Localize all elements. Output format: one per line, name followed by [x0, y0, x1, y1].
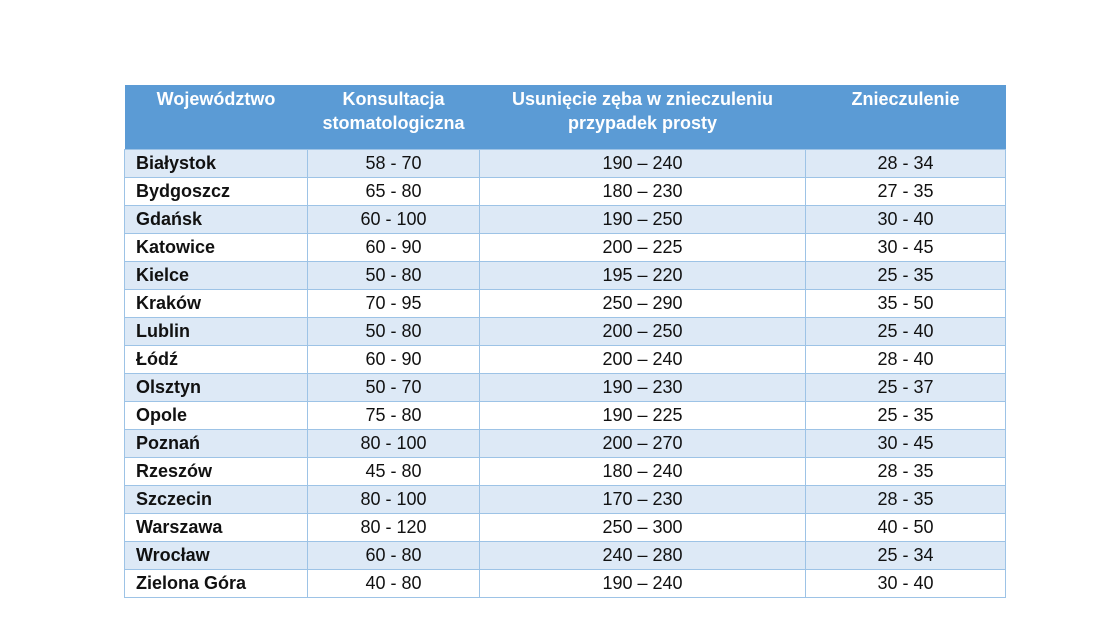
- anesthesia-cell: 28 - 40: [806, 346, 1006, 374]
- region-cell: Łódź: [125, 346, 308, 374]
- region-cell: Zielona Góra: [125, 570, 308, 598]
- extraction-cell: 190 – 230: [480, 374, 806, 402]
- consultation-cell: 50 - 70: [308, 374, 480, 402]
- anesthesia-cell: 30 - 45: [806, 430, 1006, 458]
- region-cell: Białystok: [125, 150, 308, 178]
- consultation-cell: 65 - 80: [308, 178, 480, 206]
- extraction-cell: 180 – 230: [480, 178, 806, 206]
- consultation-cell: 80 - 100: [308, 486, 480, 514]
- region-cell: Gdańsk: [125, 206, 308, 234]
- anesthesia-cell: 25 - 35: [806, 262, 1006, 290]
- table-row: [125, 262, 1006, 290]
- region-cell: Rzeszów: [125, 458, 308, 486]
- region-cell: Katowice: [125, 234, 308, 262]
- table-row: [125, 374, 1006, 402]
- anesthesia-cell: 28 - 34: [806, 150, 1006, 178]
- region-cell: Szczecin: [125, 486, 308, 514]
- anesthesia-cell: 28 - 35: [806, 458, 1006, 486]
- extraction-cell: 200 – 250: [480, 318, 806, 346]
- table-row: [125, 570, 1006, 598]
- region-cell: Lublin: [125, 318, 308, 346]
- extraction-cell: 190 – 240: [480, 150, 806, 178]
- consultation-cell: 80 - 100: [308, 430, 480, 458]
- table-row: [125, 402, 1006, 430]
- table-row: [125, 458, 1006, 486]
- consultation-cell: 60 - 80: [308, 542, 480, 570]
- consultation-cell: 60 - 100: [308, 206, 480, 234]
- anesthesia-cell: 30 - 45: [806, 234, 1006, 262]
- anesthesia-cell: 25 - 40: [806, 318, 1006, 346]
- consultation-cell: 75 - 80: [308, 402, 480, 430]
- region-cell: Kraków: [125, 290, 308, 318]
- extraction-cell: 170 – 230: [480, 486, 806, 514]
- consultation-cell: 60 - 90: [308, 234, 480, 262]
- table-row: [125, 346, 1006, 374]
- consultation-cell: 50 - 80: [308, 318, 480, 346]
- table-row: [125, 318, 1006, 346]
- extraction-cell: 190 – 250: [480, 206, 806, 234]
- anesthesia-cell: 30 - 40: [806, 570, 1006, 598]
- table-row: [125, 234, 1006, 262]
- extraction-cell: 200 – 240: [480, 346, 806, 374]
- extraction-cell: 250 – 300: [480, 514, 806, 542]
- consultation-cell: 50 - 80: [308, 262, 480, 290]
- extraction-cell: 200 – 270: [480, 430, 806, 458]
- consultation-cell: 60 - 90: [308, 346, 480, 374]
- anesthesia-cell: 30 - 40: [806, 206, 1006, 234]
- extraction-cell: 190 – 225: [480, 402, 806, 430]
- anesthesia-cell: 25 - 35: [806, 402, 1006, 430]
- extraction-cell: 200 – 225: [480, 234, 806, 262]
- table-row: [125, 150, 1006, 178]
- anesthesia-cell: 27 - 35: [806, 178, 1006, 206]
- anesthesia-cell: 35 - 50: [806, 290, 1006, 318]
- extraction-cell: 190 – 240: [480, 570, 806, 598]
- header-extraction: Usunięcie zęba w znieczuleniu przypadek prosty: [480, 85, 806, 150]
- table-row: [125, 290, 1006, 318]
- anesthesia-cell: 25 - 37: [806, 374, 1006, 402]
- extraction-cell: 195 – 220: [480, 262, 806, 290]
- region-cell: Kielce: [125, 262, 308, 290]
- region-cell: Bydgoszcz: [125, 178, 308, 206]
- extraction-cell: 250 – 290: [480, 290, 806, 318]
- header-anesthesia: Znieczulenie: [806, 85, 1006, 150]
- anesthesia-cell: 40 - 50: [806, 514, 1006, 542]
- table-row: [125, 178, 1006, 206]
- consultation-cell: 45 - 80: [308, 458, 480, 486]
- header-consultation: Konsultacja stomatologiczna: [308, 85, 480, 150]
- extraction-cell: 180 – 240: [480, 458, 806, 486]
- extraction-cell: 240 – 280: [480, 542, 806, 570]
- consultation-cell: 80 - 120: [308, 514, 480, 542]
- table-row: [125, 542, 1006, 570]
- consultation-cell: 40 - 80: [308, 570, 480, 598]
- table-row: [125, 514, 1006, 542]
- consultation-cell: 58 - 70: [308, 150, 480, 178]
- consultation-cell: 70 - 95: [308, 290, 480, 318]
- region-cell: Poznań: [125, 430, 308, 458]
- region-cell: Wrocław: [125, 542, 308, 570]
- anesthesia-cell: 28 - 35: [806, 486, 1006, 514]
- region-cell: Olsztyn: [125, 374, 308, 402]
- region-cell: Warszawa: [125, 514, 308, 542]
- anesthesia-cell: 25 - 34: [806, 542, 1006, 570]
- table-row: [125, 486, 1006, 514]
- table-row: [125, 430, 1006, 458]
- region-cell: Opole: [125, 402, 308, 430]
- header-region: Województwo: [125, 85, 308, 150]
- table-row: [125, 206, 1006, 234]
- table-header-row: [125, 85, 1006, 150]
- price-table: [124, 85, 1006, 598]
